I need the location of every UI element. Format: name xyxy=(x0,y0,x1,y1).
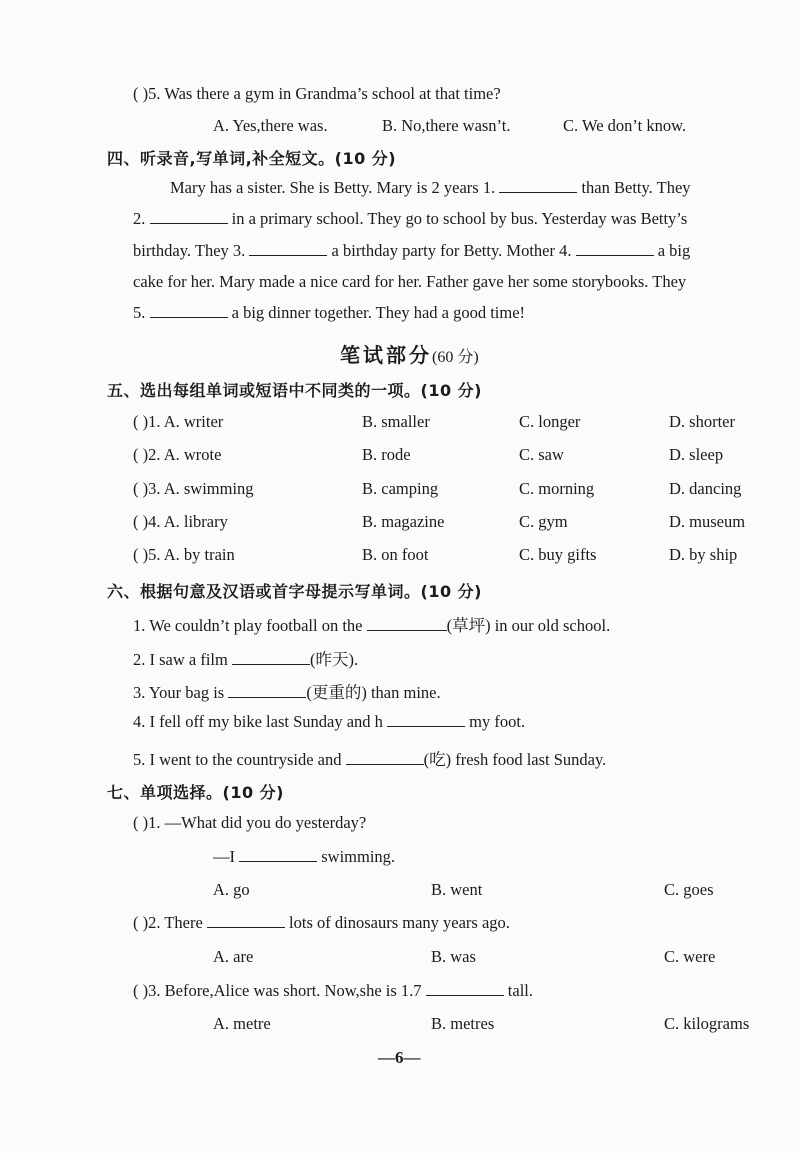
s5-row-2-b: B. rode xyxy=(362,445,411,464)
s5-row-3-num: ( )3. A. swimming xyxy=(133,479,254,498)
s7-q2-pre: ( )2. There xyxy=(133,913,207,932)
section-4-line-3 xyxy=(133,241,763,261)
s7-q1-option-a: A. go xyxy=(213,880,250,899)
s6-item-3 xyxy=(133,679,441,703)
s5-row-1-c: C. longer xyxy=(519,412,581,431)
s6-item-4-post: my foot. xyxy=(465,712,526,731)
line-3-pre: birthday. They 3. xyxy=(133,241,250,260)
s7-q1-line2-post: swimming. xyxy=(317,847,396,866)
s7-q3-option-c: C. kilograms xyxy=(664,1014,750,1033)
blank-4[interactable] xyxy=(576,241,654,256)
s5-row-2-c: C. saw xyxy=(519,445,564,464)
line-5-post: a big dinner together. They had a good time! xyxy=(227,303,526,322)
s7-q2-option-c: C. were xyxy=(664,947,716,966)
s6-item-2-pre: 2. I saw a film xyxy=(133,650,232,669)
written-part-score: (60 分) xyxy=(432,349,479,366)
section-4-line-5 xyxy=(133,303,763,323)
s7-q2-option-a: A. are xyxy=(213,947,254,966)
s5-row-3-c: C. morning xyxy=(519,479,595,498)
s5-row-3-d: D. dancing xyxy=(669,479,742,498)
section-6-heading: 六、根据句意及汉语或首字母提示写单词。(10 分) xyxy=(107,582,482,601)
s5-row-3-b: B. camping xyxy=(362,479,439,498)
written-part-main: 笔试部分 xyxy=(340,343,432,367)
s5-row-5-d: D. by ship xyxy=(669,545,738,564)
section-4-line-2 xyxy=(133,209,763,229)
line-1-pre: Mary has a sister. She is Betty. Mary is 2 years 1. xyxy=(170,178,500,197)
s5-row-2-d: D. sleep xyxy=(669,445,724,464)
blank-1[interactable] xyxy=(499,178,577,193)
s5-row-5-num: ( )5. A. by train xyxy=(133,545,235,564)
s5-row-4-b: B. magazine xyxy=(362,512,445,531)
s7-q3-stem xyxy=(133,981,533,1001)
line-3-post: a big xyxy=(653,241,691,260)
top-question-5-stem: ( )5. Was there a gym in Grandma’s school at that time? xyxy=(133,84,501,103)
s6-item-3-post: (更重的) than mine. xyxy=(306,683,441,702)
section-4-heading: 四、听录音,写单词,补全短文。(10 分) xyxy=(107,149,397,168)
s7-q3-option-b: B. metres xyxy=(431,1014,495,1033)
section-5-heading: 五、选出每组单词或短语中不同类的一项。(10 分) xyxy=(107,381,482,400)
top-q5-option-c: C. We don’t know. xyxy=(563,116,687,135)
s6-blank-1[interactable] xyxy=(367,616,447,631)
s7-q2-option-b: B. was xyxy=(431,947,476,966)
s7-q2-stem xyxy=(133,913,510,933)
s7-q1-blank[interactable] xyxy=(239,847,317,862)
top-q5-option-a: A. Yes,there was. xyxy=(213,116,328,135)
top-q5-option-b: B. No,there wasn’t. xyxy=(382,116,511,135)
s7-q1-line2 xyxy=(213,847,395,867)
s6-item-5-post: (吃) fresh food last Sunday. xyxy=(423,750,607,769)
s6-item-1-pre: 1. We couldn’t play football on the xyxy=(133,616,367,635)
line-3-mid: a birthday party for Betty. Mother 4. xyxy=(327,241,576,260)
s6-blank-2[interactable] xyxy=(232,650,310,665)
s7-q1-option-c: C. goes xyxy=(664,880,714,899)
s7-q3-pre: ( )3. Before,Alice was short. Now,she is 1.7 xyxy=(133,981,426,1000)
s5-row-4-c: C. gym xyxy=(519,512,568,531)
s5-row-4-num: ( )4. A. library xyxy=(133,512,228,531)
section-7-heading: 七、单项选择。(10 分) xyxy=(107,783,284,802)
s7-q3-post: tall. xyxy=(503,981,533,1000)
s6-blank-4[interactable] xyxy=(387,712,465,727)
s5-row-5-c: C. buy gifts xyxy=(519,545,597,564)
s5-row-2-num: ( )2. A. wrote xyxy=(133,445,222,464)
blank-2[interactable] xyxy=(150,209,228,224)
written-part-title xyxy=(340,339,479,368)
page-number: —6— xyxy=(378,1048,421,1067)
s5-row-1-d: D. shorter xyxy=(669,412,735,431)
line-5-pre: 5. xyxy=(133,303,150,322)
s7-q1-option-b: B. went xyxy=(431,880,483,899)
section-4-line-1 xyxy=(170,178,800,198)
s5-row-4-d: D. museum xyxy=(669,512,746,531)
s6-item-1-post: (草坪) in our old school. xyxy=(446,616,611,635)
s7-q3-blank[interactable] xyxy=(426,981,504,996)
s5-row-1-num: ( )1. A. writer xyxy=(133,412,224,431)
s5-row-5-b: B. on foot xyxy=(362,545,429,564)
section-4-line-4: cake for her. Mary made a nice card for her. Father gave her some storybooks. They xyxy=(133,272,687,291)
s7-q1-line2-pre: —I xyxy=(213,847,240,866)
s6-item-2 xyxy=(133,646,358,670)
line-2-post: in a primary school. They go to school by bus. Yesterday was Betty’s xyxy=(227,209,688,228)
s7-q2-post: lots of dinosaurs many years ago. xyxy=(284,913,510,932)
s6-item-1 xyxy=(133,612,610,636)
s7-q2-blank[interactable] xyxy=(207,913,285,928)
s7-q3-option-a: A. metre xyxy=(213,1014,271,1033)
s6-item-4-pre: 4. I fell off my bike last Sunday and h xyxy=(133,712,388,731)
s6-item-5 xyxy=(133,746,606,770)
blank-5[interactable] xyxy=(150,303,228,318)
s6-item-2-post: (昨天). xyxy=(309,650,359,669)
s5-row-1-b: B. smaller xyxy=(362,412,430,431)
s6-blank-5[interactable] xyxy=(346,750,424,765)
s6-item-3-pre: 3. Your bag is xyxy=(133,683,229,702)
s6-item-5-pre: 5. I went to the countryside and xyxy=(133,750,346,769)
blank-3[interactable] xyxy=(249,241,327,256)
s6-blank-3[interactable] xyxy=(228,683,306,698)
line-2-pre: 2. xyxy=(133,209,150,228)
s6-item-4 xyxy=(133,712,525,732)
line-1-post: than Betty. They xyxy=(577,178,691,197)
s7-q1-stem: ( )1. —What did you do yesterday? xyxy=(133,813,367,832)
